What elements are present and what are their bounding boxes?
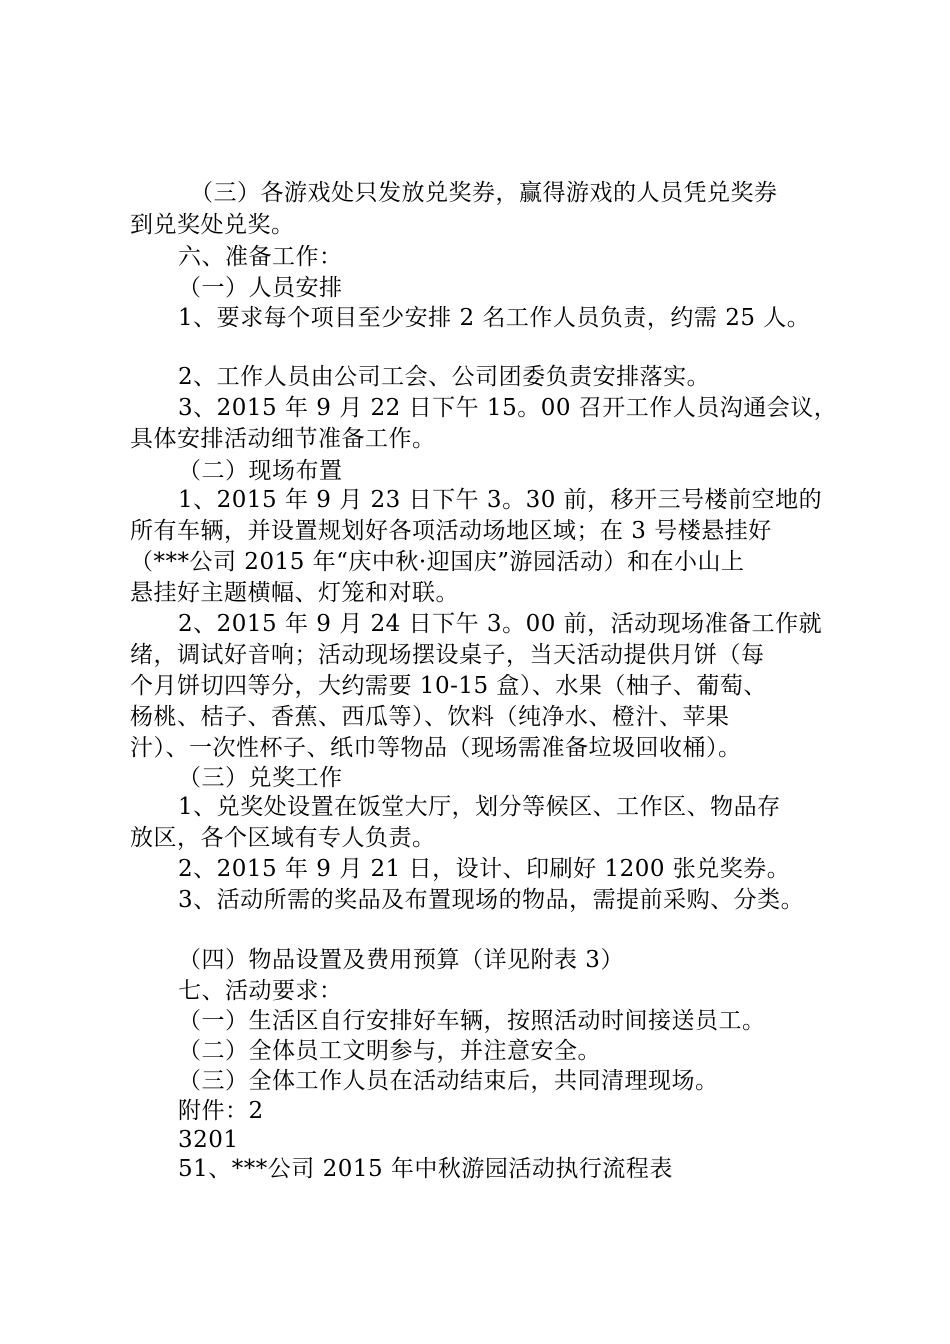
text-line: （三）全体工作人员在活动结束后，共同清理现场。 [178, 1068, 719, 1094]
text-line: 汁）、一次性杯子、纸巾等物品（现场需准备垃圾回收桶）。 [130, 735, 742, 761]
text-line: 放区，各个区域有专人负责。 [130, 825, 436, 851]
text-line: （二）全体员工文明参与，并注意安全。 [178, 1038, 601, 1064]
text-line: 悬挂好主题横幅、灯笼和对联。 [130, 580, 459, 606]
text-line: 1、2015 年 9 月 23 日下午 3。30 前，移开三号楼前空地的 [178, 487, 823, 513]
text-line: （***公司 2015 年“庆中秋·迎国庆”游园活动）和在小山上 [130, 549, 745, 575]
text-line: 2、工作人员由公司工会、公司团委负责安排落实。 [178, 364, 711, 390]
text-line: 3201 [178, 1127, 239, 1153]
subsection-heading: （四）物品设置及费用预算（详见附表 3） [178, 947, 624, 973]
text-line: 所有车辆，并设置规划好各项活动场地区域；在 3 号楼悬挂好 [130, 518, 772, 544]
text-line: 1、要求每个项目至少安排 2 名工作人员负责，约需 25 人。 [178, 305, 811, 331]
text-line: 具体安排活动细节准备工作。 [130, 426, 436, 452]
text-line: 2、2015 年 9 月 21 日，设计、印刷好 1200 张兑奖券。 [178, 856, 791, 882]
attachment-label: 附件：2 [178, 1098, 264, 1124]
text-line: 到兑奖处兑奖。 [130, 212, 295, 238]
text-line: （一）生活区自行安排好车辆，按照活动时间接送员工。 [178, 1008, 766, 1034]
text-line: 1、兑奖处设置在饭堂大厅，划分等候区、工作区、物品存 [178, 794, 781, 820]
subsection-heading: （一）人员安排 [178, 275, 343, 301]
subsection-heading: （二）现场布置 [178, 458, 343, 484]
section-heading: 七、活动要求： [178, 978, 343, 1004]
text-line: 绪，调试好音响；活动现场摆设桌子，当天活动提供月饼（每 [130, 642, 765, 668]
text-line: 杨桃、桔子、香蕉、西瓜等）、饮料（纯净水、橙汁、苹果 [130, 704, 730, 730]
text-line: 3、2015 年 9 月 22 日下午 15。00 召开工作人员沟通会议， [178, 395, 838, 421]
text-line: 个月饼切四等分，大约需要 10-15 盒）、水果（柚子、葡萄、 [130, 673, 767, 699]
text-line: 3、活动所需的奖品及布置现场的物品，需提前采购、分类。 [178, 887, 805, 913]
text-line: 2、2015 年 9 月 24 日下午 3。00 前，活动现场准备工作就 [178, 611, 823, 637]
subsection-heading: （三）兑奖工作 [178, 765, 343, 791]
attachment-title: 51、***公司 2015 年中秋游园活动执行流程表 [178, 1156, 673, 1182]
text-line: （三）各游戏处只发放兑奖券，赢得游戏的人员凭兑奖券 [190, 180, 778, 206]
section-heading: 六、准备工作： [178, 244, 343, 270]
